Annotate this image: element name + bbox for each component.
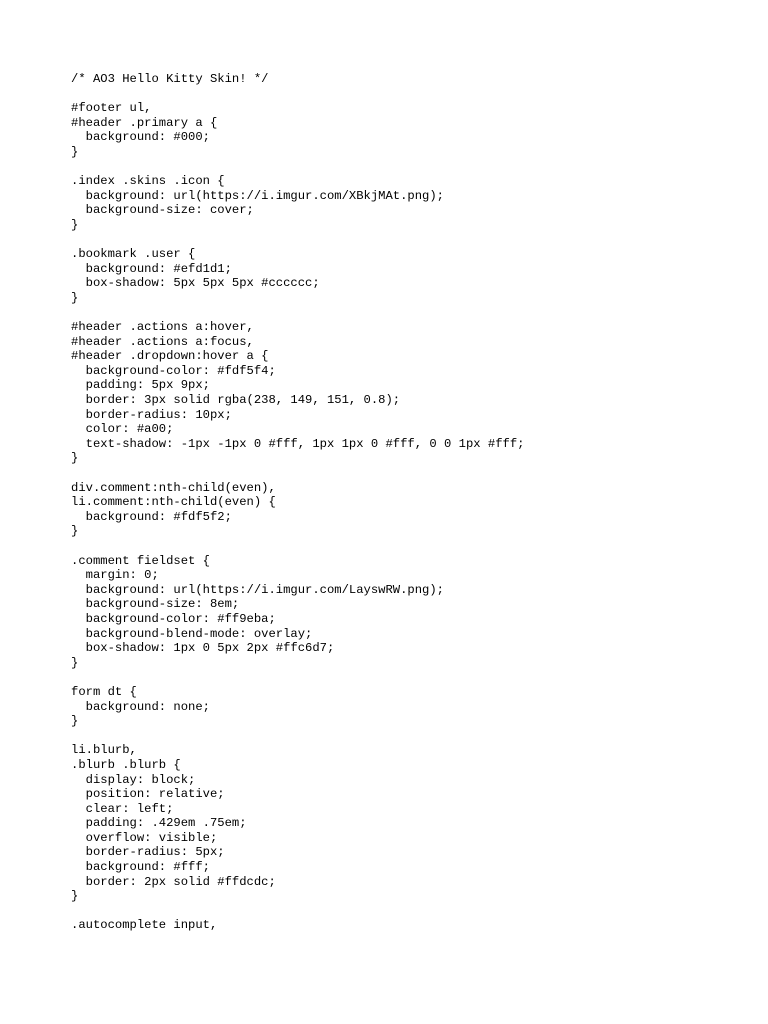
code-line: background: #fdf5f2;: [71, 509, 232, 524]
code-line: padding: 5px 9px;: [71, 378, 210, 393]
code-line: border: 2px solid #ffdcdc;: [71, 874, 276, 889]
code-line: .bookmark .user {: [71, 247, 196, 262]
code-text-block: [71, 72, 751, 933]
code-line: }: [71, 714, 79, 729]
code-line: /* AO3 Hello Kitty Skin! */: [71, 72, 269, 86]
code-line: padding: .429em .75em;: [71, 816, 247, 831]
code-line: div.comment:nth-child(even),: [71, 480, 276, 495]
code-line: text-shadow: -1px -1px 0 #fff, 1px 1px 0 #fff, 0 0 1px #fff;: [71, 436, 525, 451]
code-line: [71, 670, 751, 685]
code-line: margin: 0;: [71, 568, 159, 583]
code-line: #header .primary a {: [71, 115, 218, 130]
code-line: #footer ul,: [71, 101, 152, 116]
code-line: clear: left;: [71, 801, 174, 816]
code-line: }: [71, 655, 79, 670]
code-line: box-shadow: 1px 0 5px 2px #ffc6d7;: [71, 641, 335, 656]
code-line: [71, 233, 751, 248]
code-line: background: #efd1d1;: [71, 261, 232, 276]
code-line: .comment fieldset {: [71, 553, 210, 568]
code-line: color: #a00;: [71, 422, 174, 437]
code-line: background: url(https://i.imgur.com/XBkjMAt.png);: [71, 188, 444, 203]
code-line: .blurb .blurb {: [71, 757, 181, 772]
code-line: form dt {: [71, 684, 137, 699]
code-line: #header .actions a:hover,: [71, 320, 254, 335]
code-line: li.comment:nth-child(even) {: [71, 495, 276, 510]
code-line: [71, 904, 751, 919]
code-line: }: [71, 290, 79, 305]
code-line: background-color: #ff9eba;: [71, 611, 276, 626]
code-line: position: relative;: [71, 787, 225, 802]
code-line: overflow: visible;: [71, 830, 218, 845]
code-line: }: [71, 451, 79, 466]
code-line: [71, 466, 751, 481]
code-line: border: 3px solid rgba(238, 149, 151, 0.8);: [71, 393, 401, 408]
code-line: li.blurb,: [71, 743, 137, 758]
code-line: background-color: #fdf5f4;: [71, 363, 276, 378]
code-line: [71, 306, 751, 321]
code-line: background: #fff;: [71, 860, 210, 875]
code-line: box-shadow: 5px 5px 5px #cccccc;: [71, 276, 320, 291]
code-line: [71, 539, 751, 554]
code-line: }: [71, 524, 79, 539]
code-line: .autocomplete input,: [71, 918, 218, 933]
code-line: border-radius: 5px;: [71, 845, 225, 860]
code-line: background: #000;: [71, 130, 210, 145]
code-line: [71, 160, 751, 175]
code-line: background-size: cover;: [71, 203, 254, 218]
code-line: }: [71, 217, 79, 232]
code-line: .index .skins .icon {: [71, 174, 225, 189]
code-line: }: [71, 144, 79, 159]
code-line: display: block;: [71, 772, 196, 787]
code-line: background-blend-mode: overlay;: [71, 626, 313, 641]
code-line: background: url(https://i.imgur.com/LayswRW.png);: [71, 582, 444, 597]
code-line: [71, 729, 751, 744]
code-line: background: none;: [71, 699, 210, 714]
code-line: [71, 87, 751, 102]
code-line: #header .actions a:focus,: [71, 334, 254, 349]
code-line: border-radius: 10px;: [71, 407, 232, 422]
code-line: background-size: 8em;: [71, 597, 240, 612]
code-line: #header .dropdown:hover a {: [71, 349, 269, 364]
code-line: }: [71, 889, 79, 904]
